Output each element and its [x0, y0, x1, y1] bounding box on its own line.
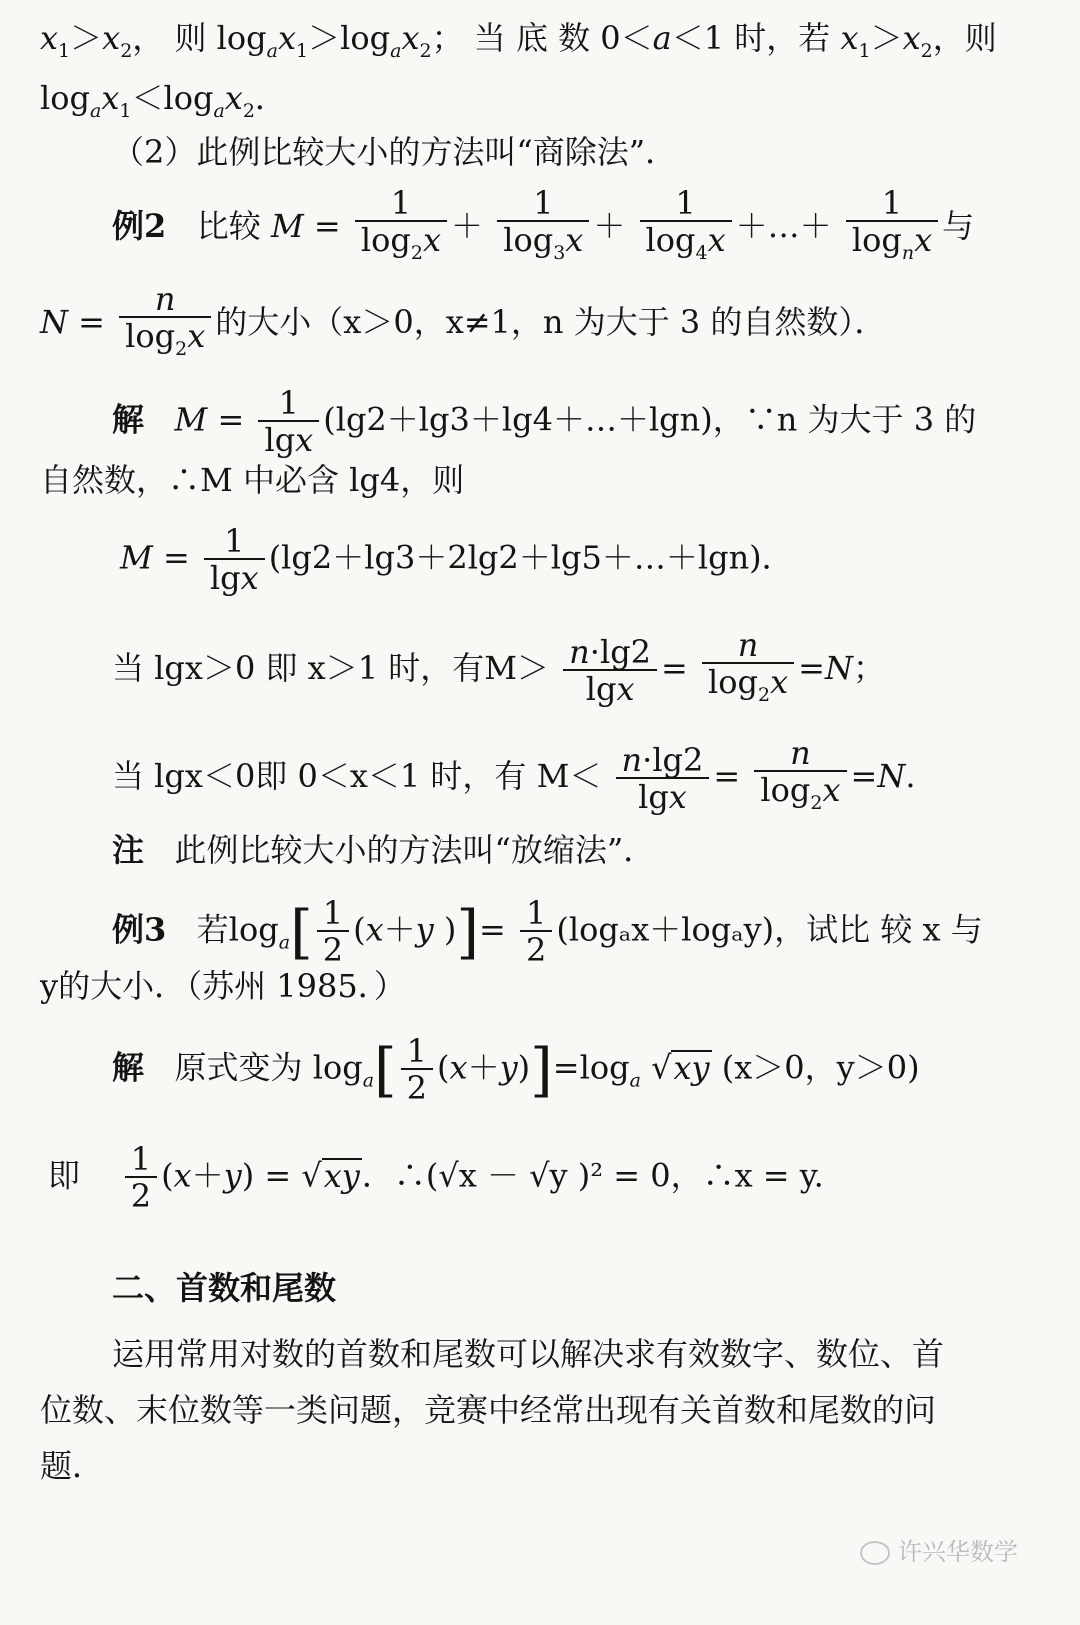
paragraph-line-1: 运用常用对数的首数和尾数可以解决求有效数字、数位、首 [112, 1335, 945, 1373]
example-2-line: 例2 比较 M = $\frac{1}{\log_2x}$ ＋ $\frac{1}{\log_3x}$ ＋ $\frac{1}{\log_4x}$ ＋…＋ $\frac{1}{\log_nx}$ 与 [112, 186, 974, 271]
solution-label: 解 [112, 400, 145, 439]
section-title: 二、首数和尾数 [112, 1269, 337, 1307]
text-line-1: $x_1>x_2$， 则 $\log_ax_1>\log_ax_2$； 当 底 数 0＜a＜1 时，若 $x_1>x_2$，则 [40, 19, 997, 62]
note-quotient-method: （2）此例比较大小的方法叫“商除法”． [112, 133, 678, 171]
paragraph-line-3: 题． [40, 1447, 105, 1485]
example-3-label: 例3 [112, 910, 167, 949]
solution-line-1: 解 M = $\frac{1}{\lg x}$ (lg2＋lg3＋lg4＋…＋lgn)，∵n 为大于 3 的 [112, 384, 977, 459]
case-less: 当 lgx＜0即 0＜x＜1 时，有 M＜ $\frac{n\cdot\lg 2}{\lg x}$ = $\frac{n}{\log_2x}$ =N. [112, 736, 915, 821]
solution-3-label: 解 [112, 1048, 145, 1087]
solution-3-line-2: 即 $\frac{1}{2}$ (x＋y) = √xy．∴(√x － √y )² = 0，∴x = y. [48, 1140, 824, 1215]
example-3-line: 例3 若$\log_a$[ $\frac{1}{2}$ (x＋y )]= $\frac{1}{2}$ (logₐx＋logₐy)，试比 较 x 与 [112, 894, 983, 969]
watermark [860, 1532, 1018, 1567]
solution-line-3: M = $\frac{1}{\lg x}$ (lg2＋lg3＋2lg2＋lg5＋…＋lgn)． [120, 522, 794, 597]
watermark-text: 许兴华数学 [898, 1538, 1018, 1566]
solution-line-2: 自然数，∴M 中必含 lg4，则 [40, 461, 465, 499]
example-2-verb: 比较 [196, 207, 261, 245]
solution-3-line-1: 解 原式变为 $\log_a$[ $\frac{1}{2}$ $(x+y)]=\log_a$ √xy (x＞0，y＞0) [112, 1032, 920, 1107]
note-label: 注 [112, 831, 145, 869]
note-scaling-method: 注 此例比较大小的方法叫“放缩法”． [112, 831, 656, 869]
paragraph-line-2: 位数、末位数等一类问题，竞赛中经常出现有关首数和尾数的问 [40, 1391, 937, 1429]
wechat-icon [860, 1541, 890, 1565]
case-greater: 当 lgx＞0 即 x＞1 时，有M＞ $\frac{n\cdot\lg 2}{\lg x}$ = $\frac{n}{\log_2x}$ =N； [112, 628, 885, 713]
example-2-line-2: N = $\frac{n}{\log_2x}$ 的大小（x＞0，x≠1，n 为大于 3 的自然数）． [40, 282, 886, 367]
example-3-line-2: y的大小．（苏州 1985．） [40, 967, 406, 1005]
text-line-2: $\log_ax_1<\log_ax_2$． [40, 79, 287, 122]
example-2-label: 例2 [112, 207, 167, 245]
